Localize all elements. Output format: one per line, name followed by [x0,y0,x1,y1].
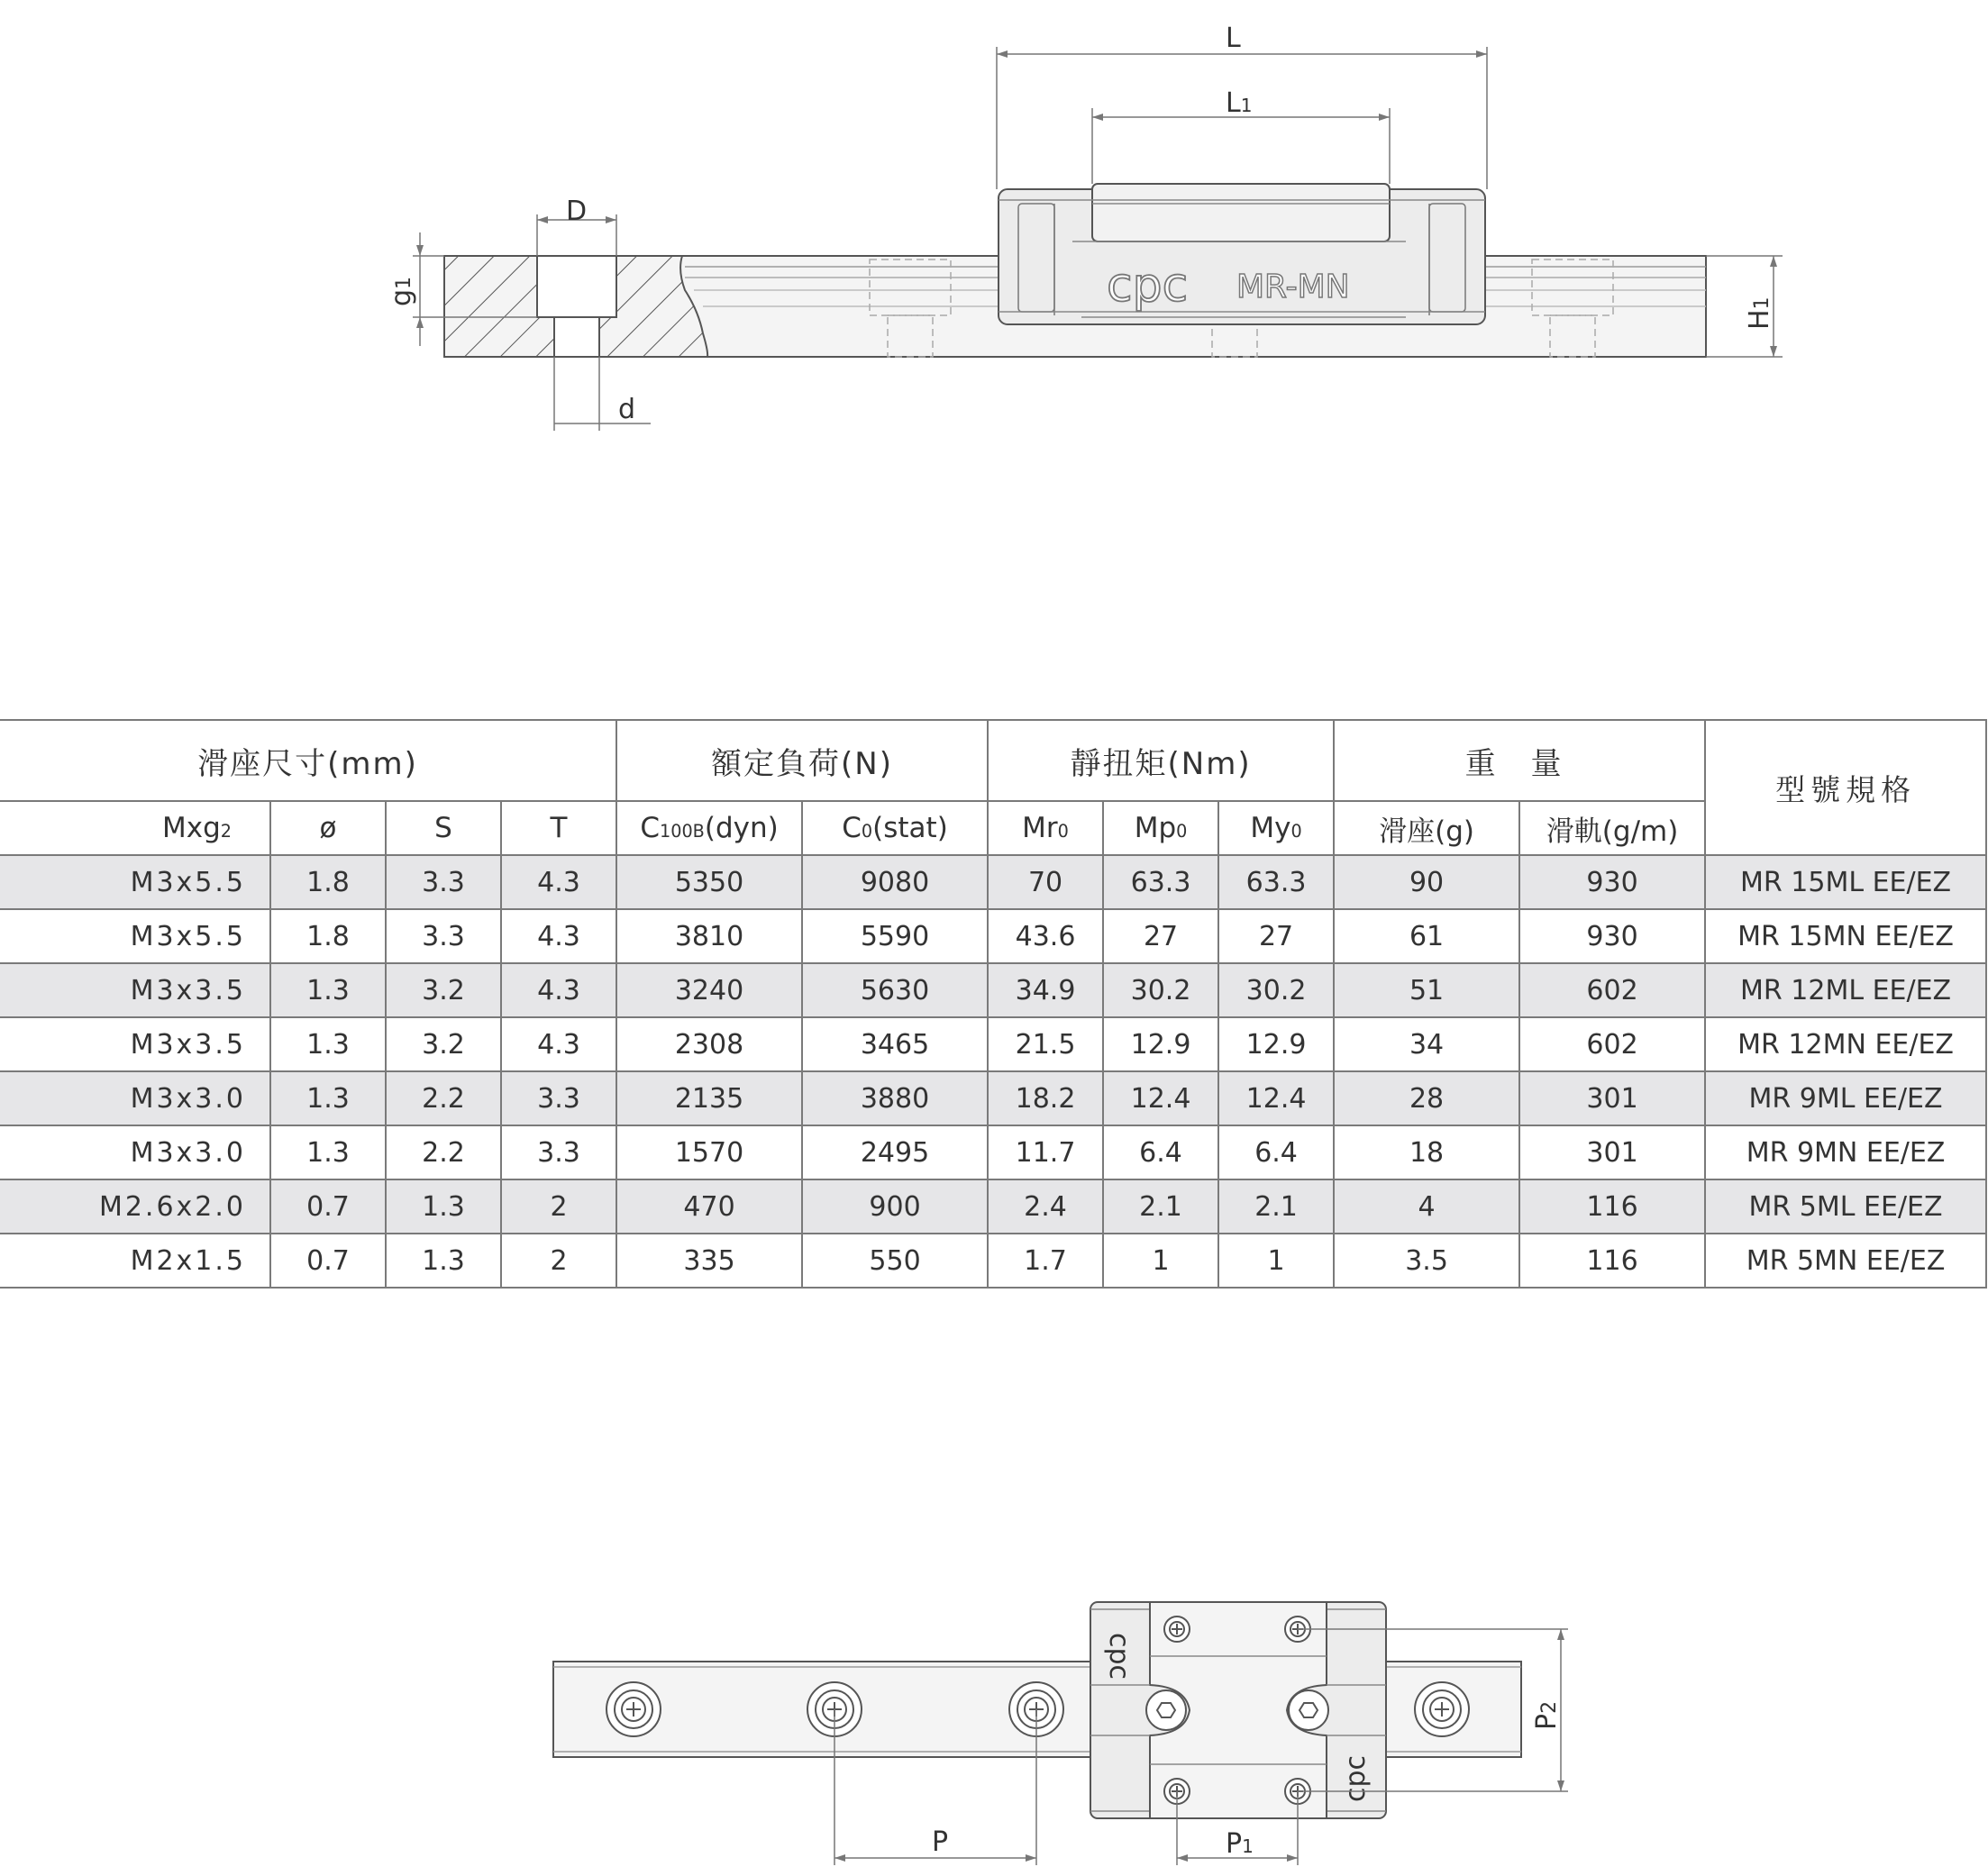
dim-label-L: L [1226,23,1241,54]
cell-mp0: 63.3 [1103,855,1218,909]
cell-s: 1.3 [386,1234,501,1288]
cell-my0: 12.9 [1218,1017,1334,1071]
cell-model: MR 15MN EE/EZ [1705,909,1986,963]
cell-t: 4.3 [501,963,616,1017]
block-brand-right: cpc [1340,1754,1372,1802]
cell-mr0: 2.4 [988,1179,1103,1234]
cell-weight-rail: 930 [1519,909,1705,963]
cell-c0: 2495 [802,1125,988,1179]
cell-c100b: 5350 [616,855,802,909]
subheader-c100b: C100B(dyn) [616,801,802,855]
cell-my0: 6.4 [1218,1125,1334,1179]
cell-my0: 2.1 [1218,1179,1334,1234]
cell-s: 3.3 [386,855,501,909]
cell-s: 2.2 [386,1125,501,1179]
subheader-mp0: Mp0 [1103,801,1218,855]
cell-mr0: 18.2 [988,1071,1103,1125]
cell-thread: M2x1.5 [0,1234,270,1288]
cell-weight-rail: 116 [1519,1234,1705,1288]
rail-bolt-icon [606,1682,661,1736]
dim-label-L1: L1 [1226,87,1253,119]
cell-t: 3.3 [501,1071,616,1125]
table-row [0,855,1986,909]
cell-weight-rail: 301 [1519,1071,1705,1125]
cell-thread: M3x5.5 [0,909,270,963]
cell-thread: M3x3.5 [0,1017,270,1071]
top-view-drawing [0,1498,1988,1876]
header-slider-dims: 滑座尺寸(mm) [0,720,616,801]
section-cut [444,256,707,357]
cell-thread: M3x3.0 [0,1071,270,1125]
cell-weight-rail: 930 [1519,855,1705,909]
table-row [0,909,1986,963]
table-row [0,1179,1986,1234]
subheader-t: T [501,801,616,855]
cell-model: MR 12ML EE/EZ [1705,963,1986,1017]
cell-t: 4.3 [501,909,616,963]
hex-socket-icon [1146,1690,1186,1730]
subheader-my0: My0 [1218,801,1334,855]
cell-c100b: 3240 [616,963,802,1017]
table-sub-header-row [0,801,1986,855]
rail-bolt-icon [1415,1682,1469,1736]
cell-model: MR 15ML EE/EZ [1705,855,1986,909]
cell-mp0: 1 [1103,1234,1218,1288]
cell-weight-rail: 116 [1519,1179,1705,1234]
cell-mr0: 34.9 [988,963,1103,1017]
cell-mp0: 12.9 [1103,1017,1218,1071]
table-row [0,1125,1986,1179]
dim-label-H1: H1 [1744,296,1775,330]
dim-label-g1: g1 [386,276,417,306]
subheader-c0: C0(stat) [802,801,988,855]
cell-c100b: 470 [616,1179,802,1234]
cell-t: 4.3 [501,855,616,909]
cell-c0: 9080 [802,855,988,909]
cell-mp0: 6.4 [1103,1125,1218,1179]
cell-t: 4.3 [501,1017,616,1071]
cell-t: 2 [501,1179,616,1234]
cell-my0: 63.3 [1218,855,1334,909]
table-row [0,1071,1986,1125]
dim-label-P1: P1 [1226,1828,1254,1860]
cell-c0: 3465 [802,1017,988,1071]
cell-s: 3.2 [386,963,501,1017]
cell-mr0: 21.5 [988,1017,1103,1071]
cell-mr0: 1.7 [988,1234,1103,1288]
cell-weight-slider: 3.5 [1334,1234,1519,1288]
block-brand-text: cpc [1107,259,1189,313]
cell-c100b: 3810 [616,909,802,963]
cell-t: 3.3 [501,1125,616,1179]
subheader-s: S [386,801,501,855]
cell-diameter: 1.8 [270,855,386,909]
cell-my0: 27 [1218,909,1334,963]
cell-mr0: 43.6 [988,909,1103,963]
cell-model: MR 9MN EE/EZ [1705,1125,1986,1179]
cell-weight-slider: 4 [1334,1179,1519,1234]
cell-mp0: 30.2 [1103,963,1218,1017]
cell-mr0: 70 [988,855,1103,909]
cell-weight-slider: 51 [1334,963,1519,1017]
cell-model: MR 9ML EE/EZ [1705,1071,1986,1125]
header-weight: 重 量 [1334,720,1705,801]
cell-diameter: 1.3 [270,963,386,1017]
cell-diameter: 1.3 [270,1017,386,1071]
subheader-mxg2: Mxg2 [0,801,270,855]
cell-mp0: 27 [1103,909,1218,963]
cell-c0: 5630 [802,963,988,1017]
header-model: 型號規格 [1705,720,1986,855]
cell-diameter: 0.7 [270,1179,386,1234]
cell-weight-slider: 90 [1334,855,1519,909]
cell-s: 2.2 [386,1071,501,1125]
subheader-weight-rail: 滑軌(g/m) [1519,801,1705,855]
dim-label-P2: P2 [1531,1700,1563,1730]
hex-socket-icon [1289,1690,1328,1730]
side-view-drawing [0,0,1988,469]
cell-weight-rail: 602 [1519,1017,1705,1071]
cell-c100b: 2135 [616,1071,802,1125]
table-group-header-row [0,720,1986,801]
cell-c100b: 2308 [616,1017,802,1071]
spec-table [0,719,1987,1289]
header-rated-load: 額定負荷(N) [616,720,988,801]
cell-weight-rail: 602 [1519,963,1705,1017]
cell-c0: 5590 [802,909,988,963]
table-row [0,1017,1986,1071]
subheader-diameter: ø [270,801,386,855]
table-row [0,1234,1986,1288]
cell-model: MR 5ML EE/EZ [1705,1179,1986,1234]
cell-c0: 3880 [802,1071,988,1125]
block-brand-left: cpc [1103,1633,1135,1680]
cell-mr0: 11.7 [988,1125,1103,1179]
cell-my0: 1 [1218,1234,1334,1288]
dim-label-d: d [618,394,636,425]
table-row [0,963,1986,1017]
cell-weight-rail: 301 [1519,1125,1705,1179]
cell-diameter: 1.8 [270,909,386,963]
cell-weight-slider: 61 [1334,909,1519,963]
cell-mp0: 12.4 [1103,1071,1218,1125]
cell-c0: 900 [802,1179,988,1234]
cell-weight-slider: 18 [1334,1125,1519,1179]
cell-diameter: 1.3 [270,1125,386,1179]
cell-model: MR 12MN EE/EZ [1705,1017,1986,1071]
cell-s: 3.3 [386,909,501,963]
cell-c100b: 1570 [616,1125,802,1179]
cell-c0: 550 [802,1234,988,1288]
cell-s: 3.2 [386,1017,501,1071]
cell-mp0: 2.1 [1103,1179,1218,1234]
cell-s: 1.3 [386,1179,501,1234]
block-screw-icon [1164,1616,1190,1642]
cell-thread: M3x3.0 [0,1125,270,1179]
cell-diameter: 0.7 [270,1234,386,1288]
cell-my0: 12.4 [1218,1071,1334,1125]
subheader-weight-slider: 滑座(g) [1334,801,1519,855]
cell-thread: M3x5.5 [0,855,270,909]
cell-weight-slider: 34 [1334,1017,1519,1071]
block-model-text: MR-MN [1236,269,1350,305]
dim-label-D: D [566,196,588,227]
cell-model: MR 5MN EE/EZ [1705,1234,1986,1288]
cell-c100b: 335 [616,1234,802,1288]
cell-thread: M3x3.5 [0,963,270,1017]
subheader-mr0: Mr0 [988,801,1103,855]
cell-t: 2 [501,1234,616,1288]
dim-label-P: P [932,1826,949,1858]
cell-weight-slider: 28 [1334,1071,1519,1125]
cell-thread: M2.6x2.0 [0,1179,270,1234]
cell-diameter: 1.3 [270,1071,386,1125]
header-static-torque: 靜扭矩(Nm) [988,720,1334,801]
cell-my0: 30.2 [1218,963,1334,1017]
